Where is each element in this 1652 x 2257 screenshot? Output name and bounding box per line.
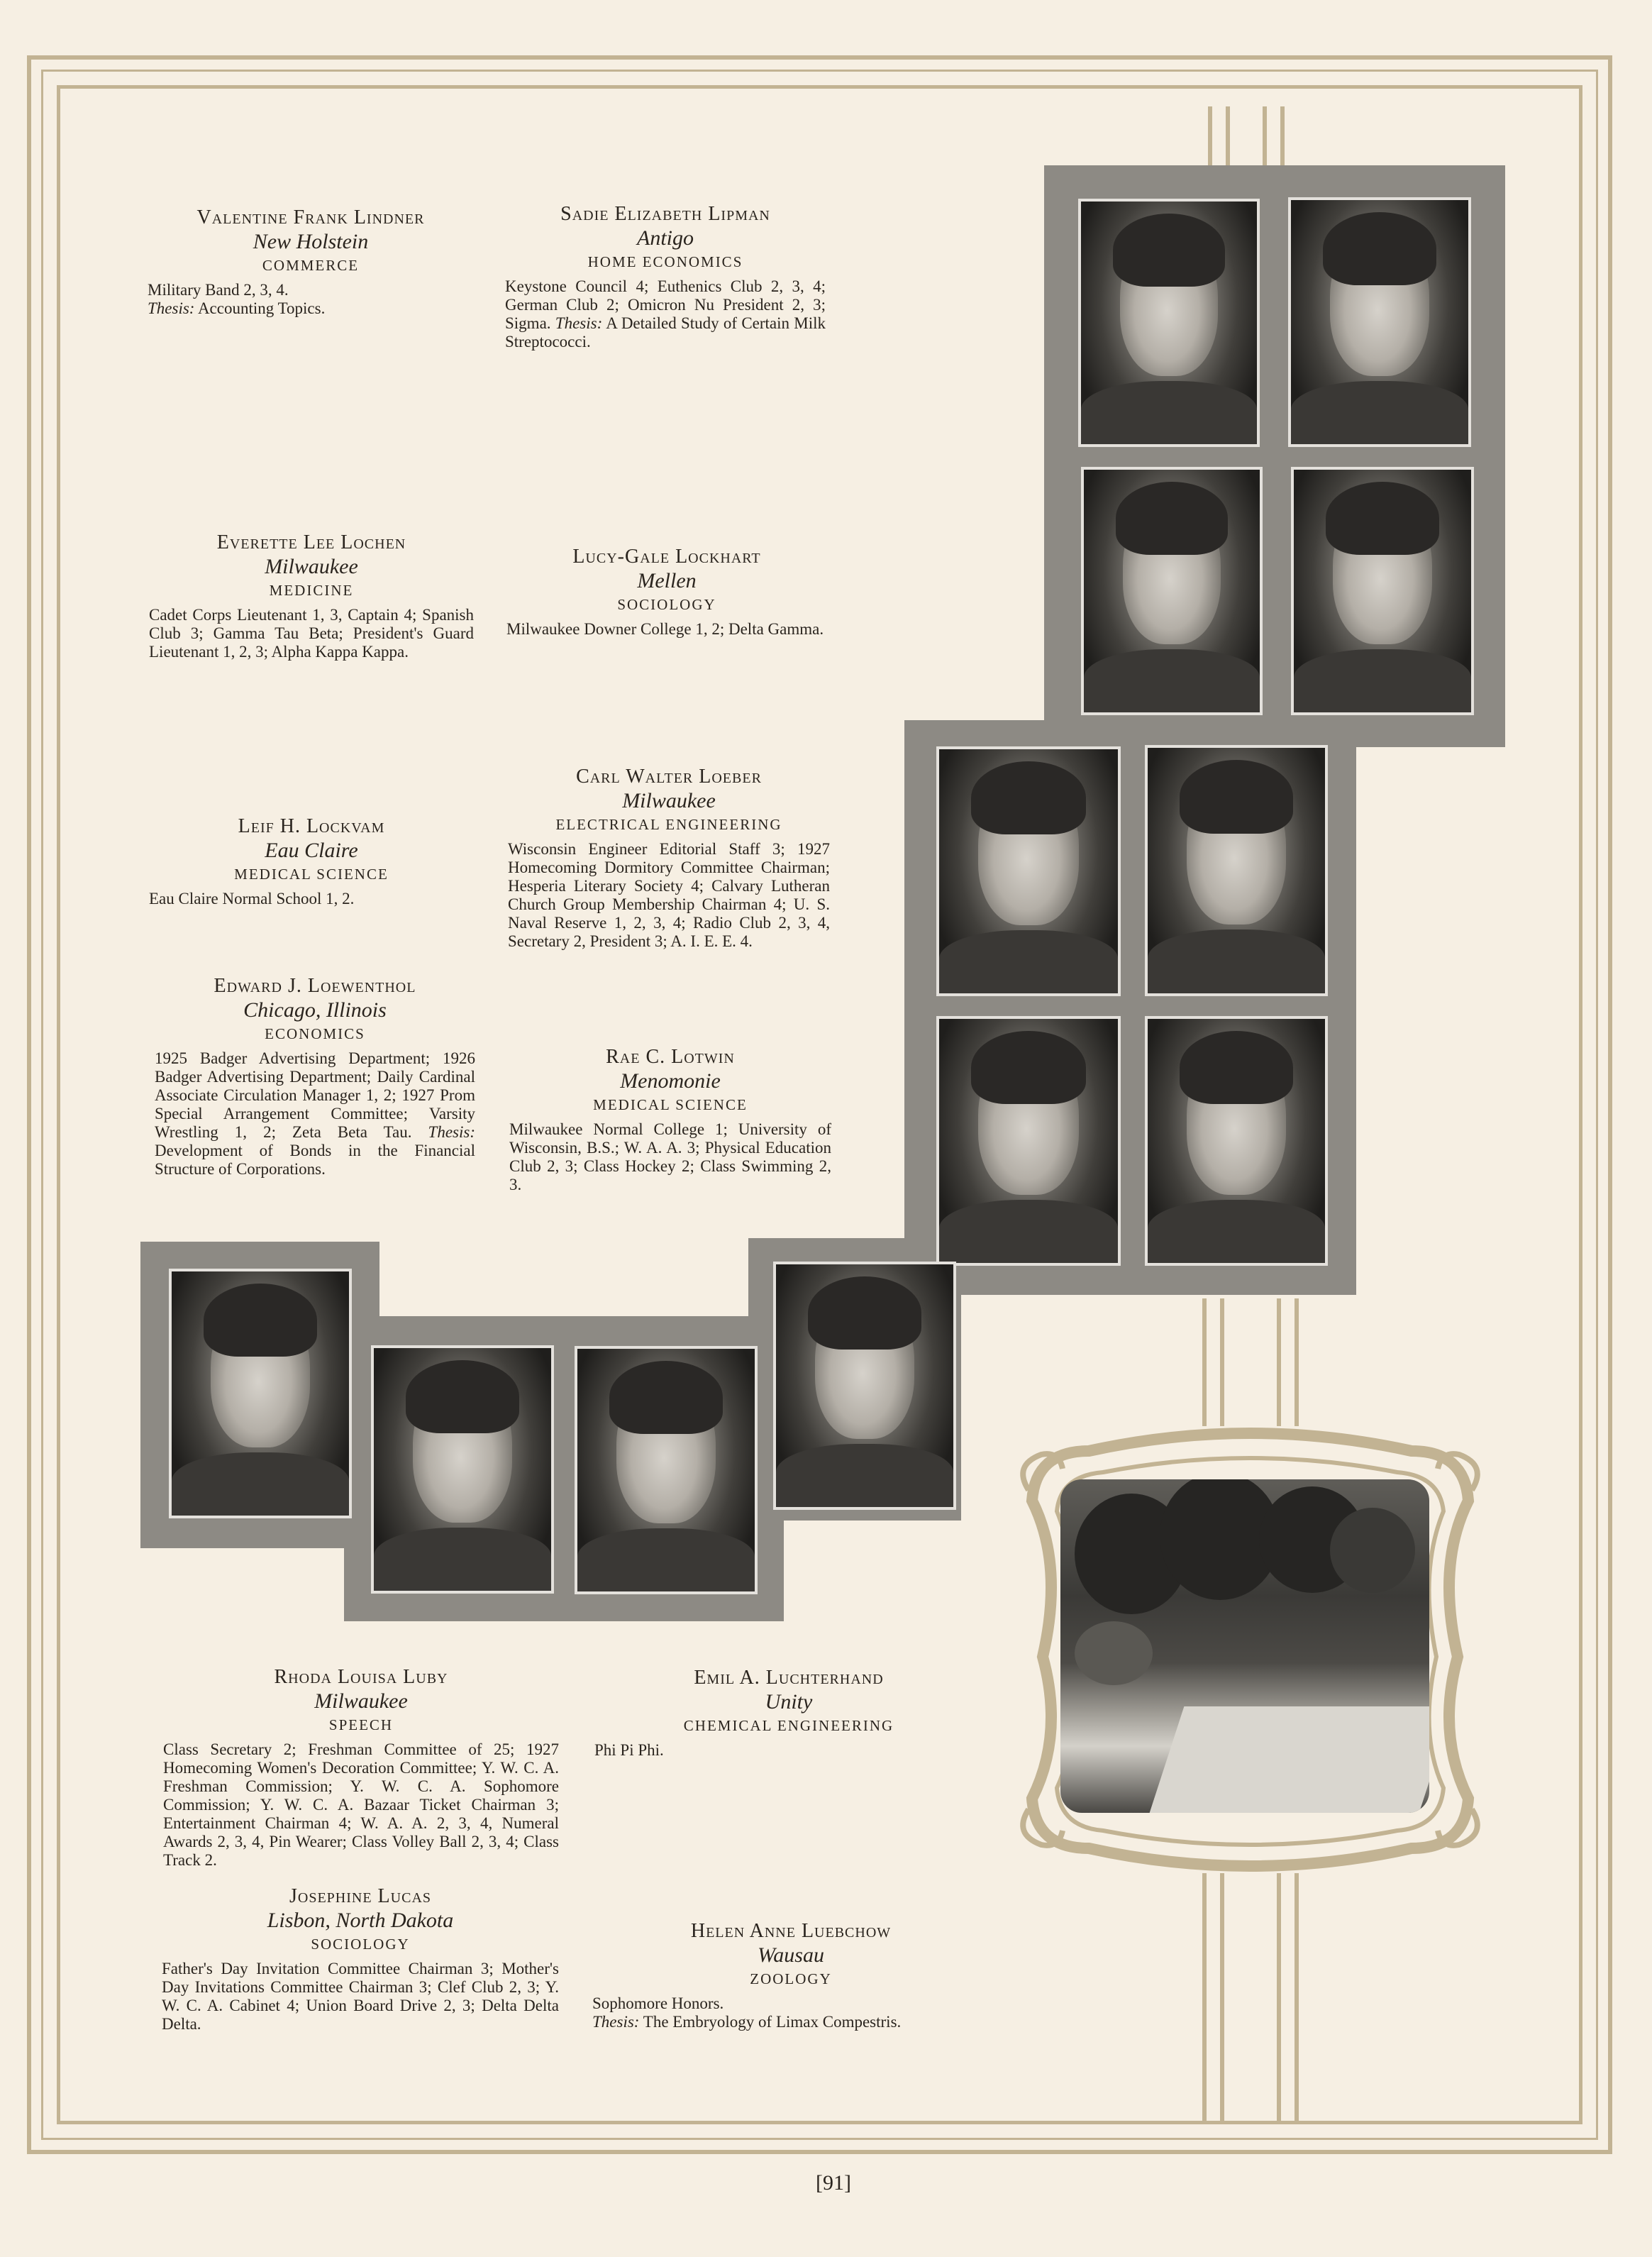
student-hometown: Milwaukee	[265, 555, 358, 578]
student-entry	[163, 1665, 559, 1870]
student-hometown: Unity	[765, 1690, 813, 1714]
portrait-photo	[1081, 467, 1263, 715]
student-field: MEDICAL SCIENCE	[234, 866, 389, 883]
student-hometown: Wausau	[758, 1943, 824, 1967]
student-name: Valentine Frank Lindner	[196, 206, 425, 228]
student-field: CHEMICAL ENGINEERING	[683, 1717, 894, 1734]
student-entry	[155, 974, 475, 1179]
student-hometown: Chicago, Illinois	[243, 998, 387, 1022]
student-hometown: Menomonie	[620, 1069, 721, 1093]
vertical-rule	[1202, 1873, 1207, 2121]
student-field: HOME ECONOMICS	[587, 253, 743, 270]
portrait-photo	[1291, 467, 1474, 715]
student-entry	[148, 206, 474, 318]
student-name: Leif H. Lockvam	[238, 815, 385, 837]
portrait-photo	[371, 1345, 554, 1594]
student-hometown: Mellen	[637, 569, 697, 592]
student-activities: Phi Pi Phi.	[594, 1741, 664, 1759]
vertical-rule	[1208, 106, 1212, 167]
student-hometown: Milwaukee	[622, 789, 716, 812]
student-entry	[149, 531, 474, 661]
portrait-photo	[936, 1016, 1121, 1266]
vertical-rule	[1263, 106, 1267, 167]
student-hometown: Lisbon, North Dakota	[267, 1909, 454, 1932]
student-activities: Military Band 2, 3, 4. Thesis: Accounting Topics.	[148, 281, 326, 317]
student-name: Helen Anne Luebchow	[690, 1920, 892, 1942]
page-number: [91]	[816, 2171, 851, 2195]
student-name: Rae C. Lotwin	[606, 1046, 735, 1068]
student-field: MEDICAL SCIENCE	[593, 1096, 748, 1113]
student-activities: Milwaukee Normal College 1; University of Wisconsin, B.S.; W. A. A. 3; Physical Education Club 2, 3; Class Hockey 2; Class Swimming 2, 3.	[509, 1120, 831, 1193]
student-activities: 1925 Badger Advertising Department; 1926 Badger Advertising Department; Daily Cardinal Associate Circulation Manager 1, 2; 1927 Prom Special Arrangement Committee; Varsity Wrestling 1, 2; Zeta Beta Tau. Thesis: Development of Bonds in the Financial Structure of Corporations.	[155, 1049, 475, 1178]
student-activities: Cadet Corps Lieutenant 1, 3, Captain 4; Spanish Club 3; Gamma Tau Beta; President's Guard Lieutenant 1, 2, 3; Alpha Kappa Kappa.	[149, 606, 474, 661]
student-entry	[592, 1919, 989, 2031]
student-hometown: Antigo	[637, 226, 694, 250]
portrait-photo	[1145, 1016, 1328, 1266]
student-name: Everette Lee Lochen	[216, 531, 406, 553]
student-activities: Father's Day Invitation Committee Chairman 3; Mother's Day Invitations Committee Chairman 3; Clef Club 2, 3; Y. W. C. A. Cabinet 4; Union Board Drive 2, 3; Delta Delta Delta.	[162, 1960, 559, 2033]
student-activities: Eau Claire Normal School 1, 2.	[149, 890, 355, 907]
student-name: Sadie Elizabeth Lipman	[560, 203, 770, 225]
portrait-photo	[1145, 745, 1328, 996]
student-hometown: New Holstein	[253, 230, 369, 253]
student-entry	[509, 1045, 831, 1194]
student-activities: Class Secretary 2; Freshman Committee of 25; 1927 Homecoming Women's Decoration Committee; Y. W. C. A. Freshman Commission; Y. W. C. A. Sophomore Commission; Y. W. C. A. Bazaar Ticket Chairman 3; Entertainment Chairman 4; W. A. A. 2, 3, 4, Numeral Awards 2, 3, 4, Pin Wearer; Class Volley Ball 2, 3, 4; Class Track 2.	[163, 1740, 559, 1869]
vertical-rule	[1220, 1298, 1224, 1426]
student-activities: Wisconsin Engineer Editorial Staff 3; 1927 Homecoming Dormitory Committee Chairman; Hesperia Literary Society 4; Calvary Lutheran Church Group Membership Chairman 4; U. S. Naval Reserve 1, 2, 3, 4; Radio Club 2, 3, 4, Secretary 2, President 3; A. I. E. E. 4.	[508, 840, 830, 950]
portrait-photo	[1078, 199, 1260, 447]
vertical-rule	[1277, 1873, 1281, 2121]
student-activities: Milwaukee Downer College 1, 2; Delta Gamma.	[506, 620, 824, 638]
student-activities: Keystone Council 4; Euthenics Club 2, 3, 4; German Club 2; Omicron Nu President 2, 3; Sigma. Thesis: A Detailed Study of Certain Milk Streptococci.	[505, 277, 826, 351]
student-entry	[505, 202, 826, 351]
student-name: Edward J. Loewenthol	[214, 975, 416, 997]
student-name: Emil A. Luchterhand	[694, 1667, 884, 1689]
student-activities: Sophomore Honors. Thesis: The Embryology of Limax Compestris.	[592, 1994, 902, 2031]
vertical-rule	[1220, 1873, 1224, 2121]
student-hometown: Eau Claire	[265, 839, 358, 862]
vertical-rule	[1295, 1298, 1299, 1426]
student-field: ZOOLOGY	[750, 1970, 832, 1987]
vertical-rule	[1202, 1298, 1207, 1426]
student-name: Carl Walter Loeber	[576, 766, 762, 788]
vertical-rule	[1277, 1298, 1281, 1426]
student-field: SOCIOLOGY	[311, 1936, 410, 1953]
student-name: Rhoda Louisa Luby	[274, 1666, 448, 1688]
student-field: ECONOMICS	[265, 1025, 365, 1042]
portrait-photo	[575, 1346, 758, 1594]
student-field: SPEECH	[328, 1716, 394, 1733]
portrait-photo	[1288, 197, 1471, 447]
campus-garden-photo	[1060, 1479, 1429, 1813]
student-field: SOCIOLOGY	[617, 596, 716, 613]
vertical-rule	[1280, 106, 1285, 167]
student-entry	[149, 815, 474, 908]
student-entry	[594, 1666, 983, 1760]
student-field: ELECTRICAL ENGINEERING	[555, 816, 782, 833]
student-name: Lucy-Gale Lockhart	[572, 546, 761, 568]
student-field: COMMERCE	[262, 257, 360, 274]
student-hometown: Milwaukee	[314, 1689, 408, 1713]
portrait-photo	[773, 1262, 956, 1510]
student-entry	[506, 545, 827, 639]
portrait-photo	[169, 1269, 352, 1518]
vertical-rule	[1226, 106, 1230, 167]
student-entry	[508, 765, 830, 951]
student-field: MEDICINE	[269, 582, 354, 599]
portrait-photo	[936, 746, 1121, 996]
student-entry	[162, 1884, 559, 2033]
vertical-rule	[1295, 1873, 1299, 2121]
student-name: Josephine Lucas	[289, 1885, 432, 1907]
